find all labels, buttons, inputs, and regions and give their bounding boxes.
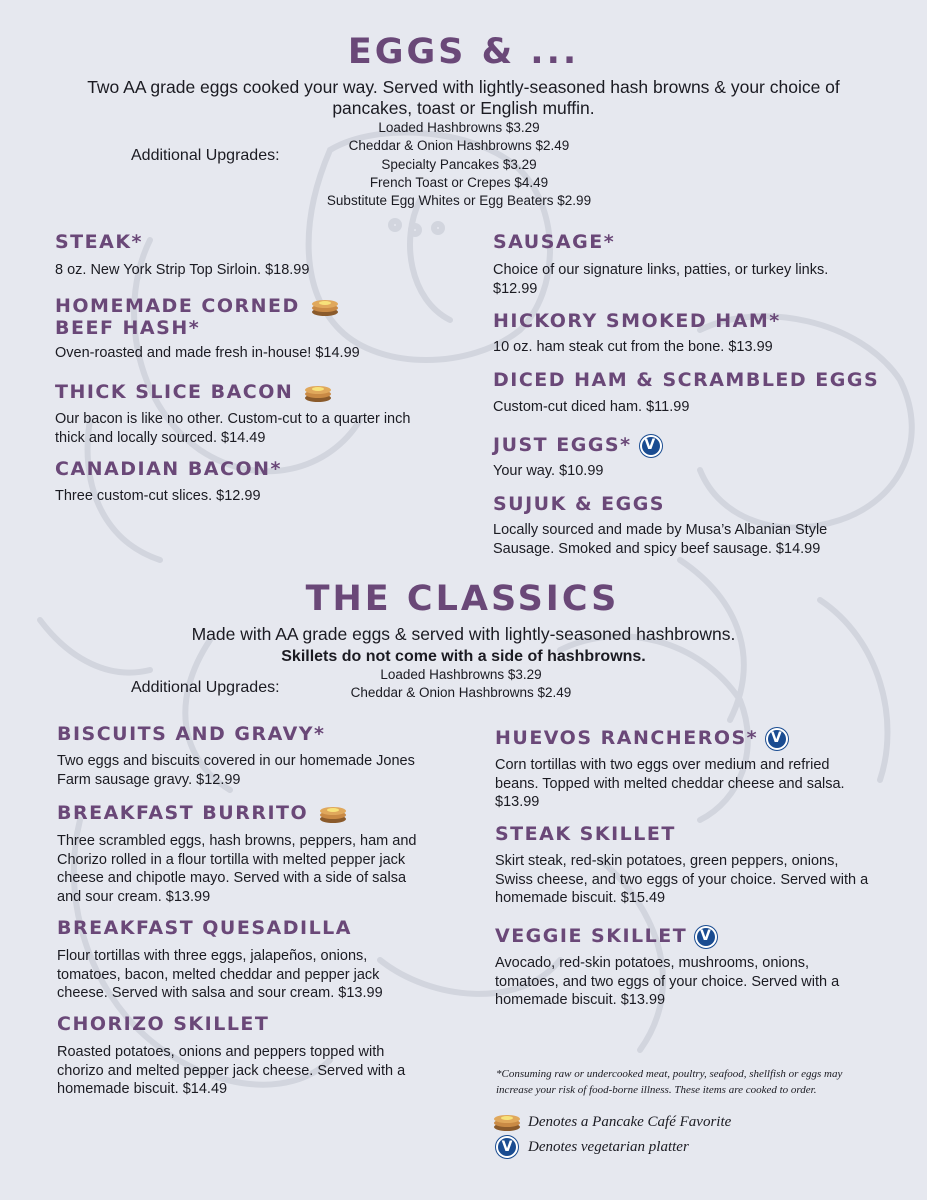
upgrade-item: Cheddar & Onion Hashbrowns $2.49: [348, 138, 570, 154]
classics-section-intro: Made with AA grade eggs & served with lightly-seasoned hashbrowns.: [191, 624, 736, 644]
item-title-corned-beef-hash: [55, 295, 340, 318]
item-desc-just-eggs: Your way. $10.99: [493, 463, 604, 479]
item-desc-steak-skillet: Skirt steak, red-skin potatoes, green peppers, onions, Swiss cheese, and two eggs of your choice. Served with a homemade biscuit. $15.49: [495, 853, 869, 906]
vegetarian-icon: V: [640, 435, 662, 457]
item-title-label: JUST EGGS*: [493, 434, 632, 456]
classics-section-title: THE CLASSICS: [305, 579, 620, 619]
classics-upgrades-label: Additional Upgrades:: [131, 679, 280, 696]
item-title-line: HOMEMADE CORNED: [55, 295, 300, 317]
eggs-section-title: EGGS & ...: [347, 32, 580, 72]
item-desc-canadian-bacon: Three custom-cut slices. $12.99: [55, 488, 261, 504]
vegetarian-icon: V: [766, 728, 788, 750]
item-title-just-eggs: [493, 434, 662, 457]
legend-veg-text: Denotes vegetarian platter: [528, 1138, 689, 1155]
item-desc-breakfast-quesadilla: Flour tortillas with three eggs, jalapeños, onions, tomatoes, bacon, melted cheddar and pepper jack cheese. Served with salsa and sour cream. $13.99: [57, 948, 383, 1001]
pancake-icon: [318, 804, 348, 824]
vegetarian-icon: V: [695, 926, 717, 948]
item-title-steak: STEAK*: [55, 231, 143, 253]
pancake-icon: [310, 297, 340, 317]
item-title-line: BEEF HASH*: [55, 317, 201, 339]
item-title-thick-slice-bacon: [55, 381, 333, 404]
item-title-label: THICK SLICE BACON: [55, 381, 294, 403]
item-title-sausage: SAUSAGE*: [493, 231, 616, 253]
eggs-upgrades-label: Additional Upgrades:: [131, 147, 280, 164]
item-desc-thick-slice-bacon: Our bacon is like no other. Custom-cut to a quarter inch thick and locally sourced. $14.49: [55, 411, 411, 446]
upgrade-item: French Toast or Crepes $4.49: [369, 174, 549, 190]
legend-vegetarian: [494, 1136, 689, 1158]
item-desc-diced-ham: Custom-cut diced ham. $11.99: [493, 399, 690, 415]
item-desc-steak: 8 oz. New York Strip Top Sirloin. $18.99: [55, 262, 310, 278]
item-desc-hickory-smoked-ham: 10 oz. ham steak cut from the bone. $13.99: [493, 339, 773, 355]
item-desc-chorizo-skillet: Roasted potatoes, onions and peppers topped with chorizo and melted pepper jack cheese. Served with a homemade biscuit. $14.49: [57, 1044, 406, 1097]
item-title-veggie-skillet: [495, 925, 717, 948]
item-desc-corned-beef-hash: Oven-roasted and made fresh in-house! $14.99: [55, 345, 360, 361]
upgrade-item: Specialty Pancakes $3.29: [381, 156, 537, 172]
item-desc-huevos-rancheros: Corn tortillas with two eggs over medium and refried beans. Topped with melted cheddar cheese and salsa. $13.99: [495, 757, 845, 810]
upgrade-item: Substitute Egg Whites or Egg Beaters $2.99: [326, 193, 592, 209]
item-desc-veggie-skillet: Avocado, red-skin potatoes, mushrooms, onions, tomatoes, and two eggs of your choice. Served with a homemade biscuit. $13.99: [495, 955, 840, 1008]
eggs-upgrades-list: [300, 119, 618, 210]
classics-section-intro-bold: Skillets do not come with a side of hashbrowns.: [281, 648, 646, 665]
pancake-icon: [492, 1112, 522, 1132]
upgrade-item: Loaded Hashbrowns $3.29: [380, 667, 542, 682]
item-desc-breakfast-burrito: Three scrambled eggs, hash browns, peppers, ham and Chorizo rolled in a flour tortilla with melted pepper jack cheese and chipotle mayo. Served with a side of salsa and sour cream. $13.99: [57, 833, 417, 905]
item-title-label: VEGGIE SKILLET: [495, 925, 688, 947]
item-title-chorizo-skillet: CHORIZO SKILLET: [57, 1013, 270, 1035]
item-title-diced-ham: DICED HAM & SCRAMBLED EGGS: [493, 369, 880, 391]
pancake-icon: [303, 383, 333, 403]
item-title-steak-skillet: STEAK SKILLET: [495, 823, 676, 845]
legend-pancake-favorite: [492, 1112, 731, 1132]
item-desc-sausage: Choice of our signature links, patties, or turkey links. $12.99: [493, 262, 829, 297]
item-title-label: HUEVOS RANCHEROS*: [495, 727, 759, 749]
item-title-biscuits-gravy: BISCUITS AND GRAVY*: [57, 723, 326, 745]
item-title-hickory-smoked-ham: HICKORY SMOKED HAM*: [493, 310, 781, 332]
item-title-breakfast-quesadilla: BREAKFAST QUESADILLA: [57, 917, 352, 939]
item-desc-sujuk-eggs: Locally sourced and made by Musa’s Albanian Style Sausage. Smoked and spicy beef sausage. $14.99: [493, 522, 828, 557]
item-title-breakfast-burrito: [57, 802, 348, 825]
item-title-label: BREAKFAST BURRITO: [57, 802, 309, 824]
eggs-section-intro: Two AA grade eggs cooked your way. Served with lightly-seasoned hash browns & your choice of pancakes, toast or English muffin.: [87, 77, 840, 118]
legend-pancake-text: Denotes a Pancake Café Favorite: [528, 1113, 732, 1130]
food-safety-disclaimer: *Consuming raw or undercooked meat, poultry, seafood, shellfish or eggs may increase your risk of food-borne illness. These items are cooked to order.: [496, 1068, 843, 1096]
upgrade-item: Loaded Hashbrowns $3.29: [378, 120, 540, 135]
vegetarian-icon: V: [496, 1136, 518, 1158]
classics-upgrades-list: [320, 666, 602, 703]
item-title-canadian-bacon: CANADIAN BACON*: [55, 458, 282, 480]
item-title-sujuk-eggs: SUJUK & EGGS: [493, 493, 665, 515]
upgrade-item: Cheddar & Onion Hashbrowns $2.49: [350, 685, 572, 701]
item-desc-biscuits-gravy: Two eggs and biscuits covered in our homemade Jones Farm sausage gravy. $12.99: [57, 753, 415, 788]
item-title-huevos-rancheros: [495, 727, 788, 750]
